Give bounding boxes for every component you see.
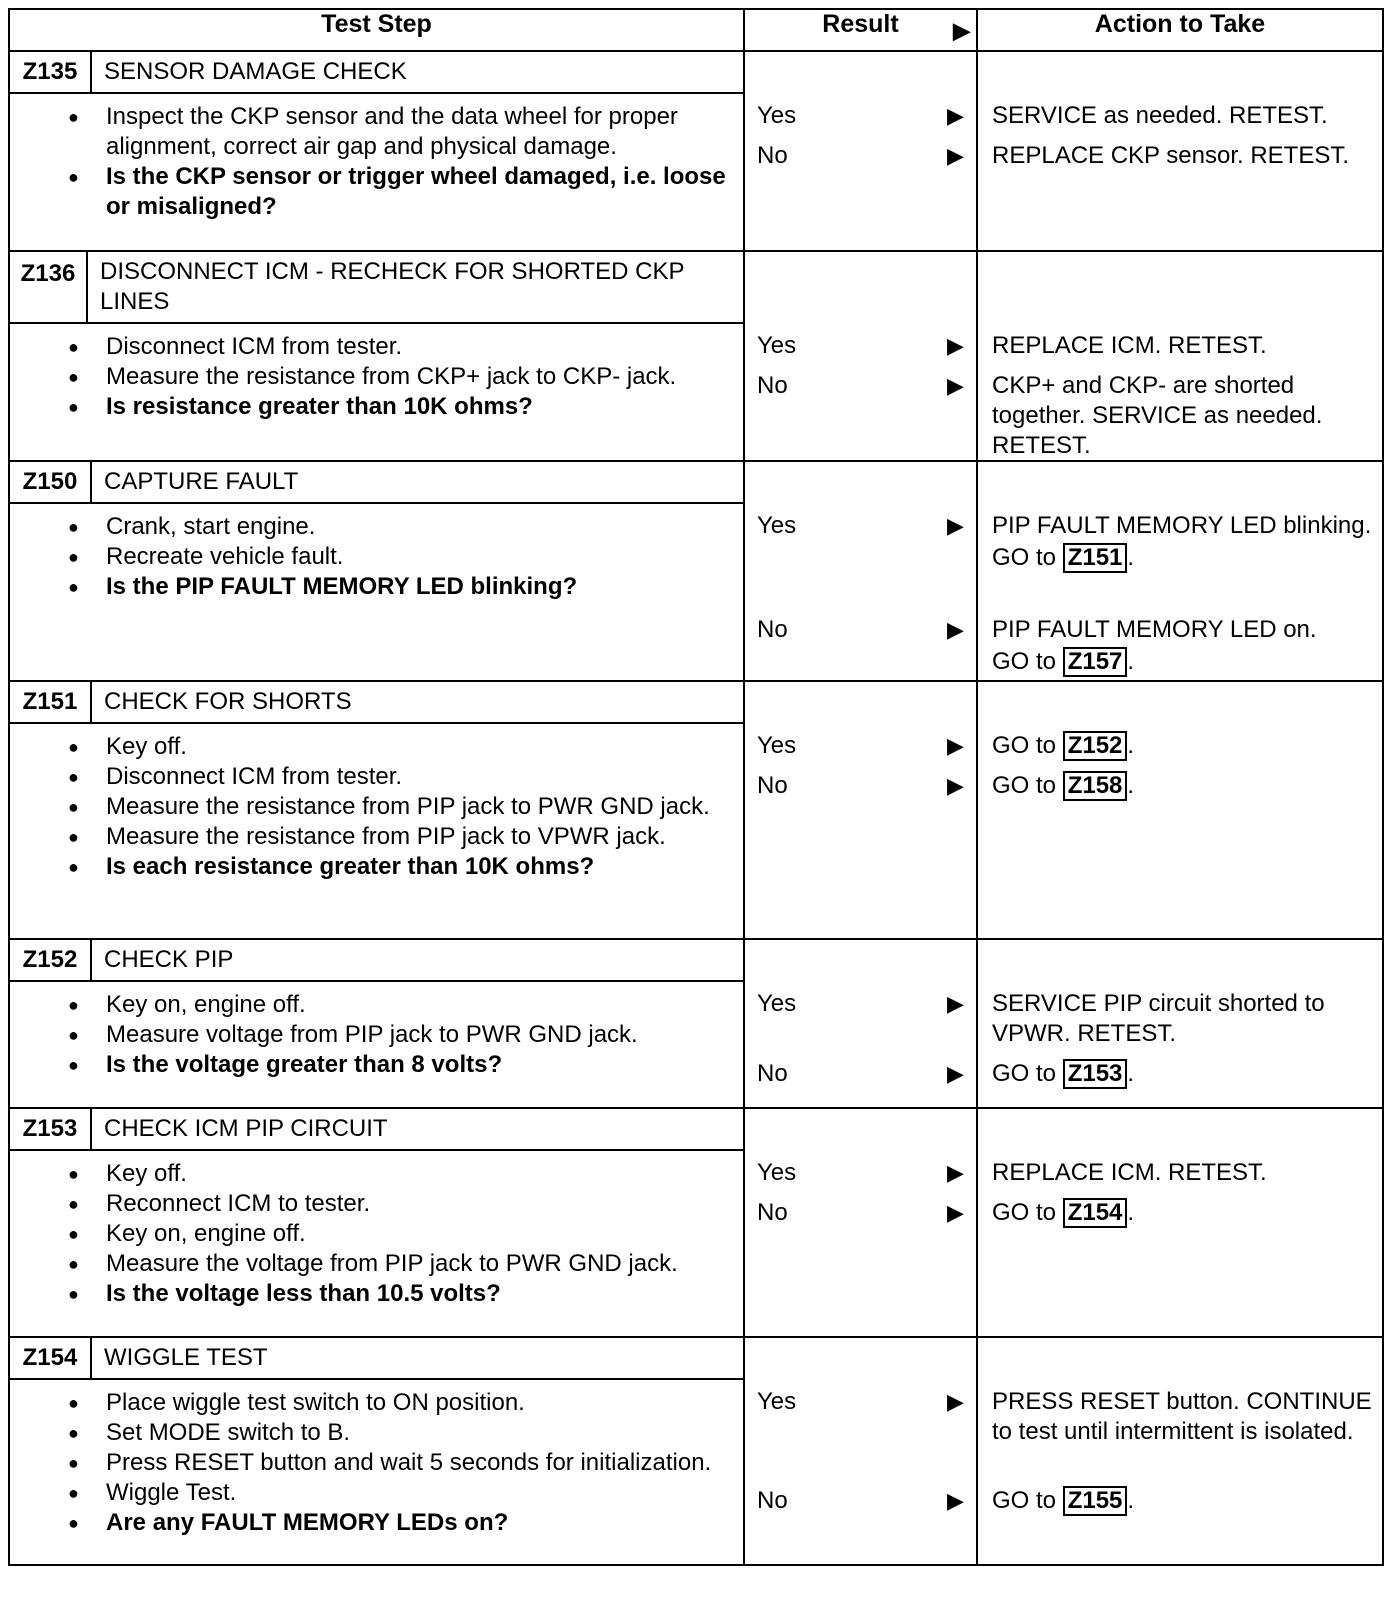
arrow-icon: ▶ [947, 1160, 964, 1185]
result-cell [744, 51, 977, 251]
no-action [992, 615, 1374, 677]
step-link-z153[interactable]: Z153 [1063, 1059, 1128, 1089]
arrow-icon: ▶ [947, 733, 964, 758]
test-step-cell [9, 1108, 744, 1337]
step-instructions [10, 1380, 743, 1542]
step-title: SENSOR DAMAGE CHECK [104, 58, 407, 85]
step-instructions [10, 504, 743, 606]
yes-result-label: Yes [757, 102, 797, 129]
action-cell [977, 251, 1383, 461]
test-step-cell [9, 681, 744, 939]
yes-result [757, 1387, 964, 1417]
instruction-item: ● Reconnect ICM to tester. [106, 1189, 731, 1219]
action-cell [977, 1337, 1383, 1565]
go-to-label: GO to [992, 772, 1057, 799]
step-link-z155[interactable]: Z155 [1063, 1486, 1128, 1516]
yes-result-label: Yes [757, 332, 797, 359]
no-action [992, 141, 1374, 171]
test-step-cell [9, 939, 744, 1108]
go-to-label: GO to [992, 732, 1057, 759]
yes-action-text: SERVICE as needed. RETEST. [992, 102, 1328, 129]
test-step-row [9, 1108, 1383, 1337]
step-code: Z153 [10, 1109, 92, 1149]
test-step-row [9, 939, 1383, 1108]
no-result-label: No [757, 1060, 788, 1087]
header-result-label: Result [822, 10, 899, 38]
diagnostic-procedure [8, 8, 1382, 1566]
step-title: CHECK PIP [104, 946, 234, 973]
instruction-item: ● Key on, engine off. [106, 1219, 731, 1249]
step-header [10, 52, 743, 94]
step-header [10, 1338, 743, 1380]
yes-result [757, 331, 964, 361]
header-test-step: Test Step [9, 9, 744, 51]
no-result [757, 615, 964, 645]
yes-result [757, 1158, 964, 1188]
no-action [992, 771, 1374, 801]
no-result-label: No [757, 1487, 788, 1514]
step-link-z154[interactable]: Z154 [1063, 1198, 1128, 1228]
go-to-label: GO to [992, 648, 1057, 675]
no-action-text: CKP+ and CKP- are shorted together. SERVICE as needed. RETEST. [992, 372, 1323, 459]
step-code: Z136 [10, 252, 88, 322]
step-code: Z150 [10, 462, 92, 502]
step-title: WIGGLE TEST [104, 1344, 268, 1371]
instruction-item: ● Key off. [106, 732, 731, 762]
arrow-icon: ▶ [947, 1061, 964, 1086]
header-action: Action to Take [977, 9, 1383, 51]
step-title: DISCONNECT ICM - RECHECK FOR SHORTED CKP LINES [99, 258, 685, 315]
go-to-label: GO to [992, 1487, 1057, 1514]
step-question: ● Is resistance greater than 10K ohms? [106, 392, 731, 422]
go-to-line: GO to Z153 . [992, 1060, 1135, 1087]
step-question: ● Is the CKP sensor or trigger wheel damaged, i.e. loose or misaligned? [106, 162, 731, 222]
table-header-row [9, 9, 1383, 51]
action-cell [977, 461, 1383, 681]
arrow-icon: ▶ [947, 1389, 964, 1414]
step-question: ● Is each resistance greater than 10K ohms? [106, 852, 731, 882]
yes-result [757, 101, 964, 131]
no-result [757, 371, 964, 401]
no-action [992, 1059, 1374, 1089]
yes-action [992, 101, 1374, 131]
yes-result [757, 511, 964, 541]
step-code: Z152 [10, 940, 92, 980]
instruction-item: ● Key on, engine off. [106, 990, 731, 1020]
step-title: CAPTURE FAULT [104, 468, 299, 495]
no-result-label: No [757, 1199, 788, 1226]
step-code: Z135 [10, 52, 92, 92]
step-instructions [10, 1151, 743, 1313]
arrow-icon: ▶ [947, 103, 964, 128]
step-instructions [10, 982, 743, 1084]
go-to-label: GO to [992, 1060, 1057, 1087]
arrow-icon: ▶ [947, 773, 964, 798]
yes-action [992, 1158, 1374, 1188]
instruction-item: ● Disconnect ICM from tester. [106, 332, 731, 362]
no-result [757, 1486, 964, 1516]
no-result-label: No [757, 616, 788, 643]
test-step-row [9, 681, 1383, 939]
instruction-item: ● Crank, start engine. [106, 512, 731, 542]
step-header [10, 462, 743, 504]
result-cell [744, 681, 977, 939]
no-action-text: REPLACE CKP sensor. RETEST. [992, 142, 1350, 169]
step-header [10, 940, 743, 982]
instruction-item: ● Measure the resistance from PIP jack to VPWR jack. [106, 822, 731, 852]
step-instructions [10, 324, 743, 426]
instruction-item: ● Inspect the CKP sensor and the data wheel for proper alignment, correct air gap and physical damage. [106, 102, 731, 162]
yes-action-text: REPLACE ICM. RETEST. [992, 332, 1267, 359]
go-to-line: GO to Z152 . [992, 732, 1135, 759]
no-result-label: No [757, 372, 788, 399]
instruction-item: ● Measure the voltage from PIP jack to PWR GND jack. [106, 1249, 731, 1279]
instruction-item: ● Recreate vehicle fault. [106, 542, 731, 572]
step-instructions [10, 724, 743, 886]
step-question: ● Is the voltage greater than 8 volts? [106, 1050, 731, 1080]
step-link-z158[interactable]: Z158 [1063, 771, 1128, 801]
yes-action-text: PRESS RESET button. CONTINUE to test until intermittent is isolated. [992, 1388, 1372, 1445]
result-cell [744, 1108, 977, 1337]
go-to-line: GO to Z151 . [992, 544, 1135, 571]
yes-action-text: PIP FAULT MEMORY LED blinking. [992, 512, 1372, 539]
yes-action [992, 331, 1374, 361]
yes-result-label: Yes [757, 1159, 797, 1186]
test-step-row [9, 251, 1383, 461]
step-title: CHECK ICM PIP CIRCUIT [104, 1115, 388, 1142]
arrow-icon: ▶ [947, 373, 964, 398]
step-code: Z151 [10, 682, 92, 722]
instruction-item: ● Place wiggle test switch to ON position. [106, 1388, 731, 1418]
no-result [757, 771, 964, 801]
pinpoint-test-table [8, 8, 1384, 1566]
yes-action [992, 511, 1374, 573]
test-step-row [9, 461, 1383, 681]
no-action [992, 1486, 1374, 1516]
result-cell [744, 461, 977, 681]
step-question: ● Is the PIP FAULT MEMORY LED blinking? [106, 572, 731, 602]
yes-action [992, 731, 1374, 761]
result-cell [744, 251, 977, 461]
step-title: CHECK FOR SHORTS [104, 688, 352, 715]
instruction-item: ● Wiggle Test. [106, 1478, 731, 1508]
arrow-icon: ▶ [947, 143, 964, 168]
test-step-row [9, 1337, 1383, 1565]
step-link-z151[interactable]: Z151 [1063, 543, 1128, 573]
result-cell [744, 1337, 977, 1565]
arrow-icon: ▶ [947, 617, 964, 642]
arrow-icon: ▶ [947, 513, 964, 538]
go-to-line: GO to Z154 . [992, 1199, 1135, 1226]
arrow-icon: ▶ [947, 991, 964, 1016]
step-header [10, 682, 743, 724]
go-to-line: GO to Z157 . [992, 648, 1135, 675]
yes-result-label: Yes [757, 990, 797, 1017]
arrow-icon: ▶ [947, 333, 964, 358]
instruction-item: ● Key off. [106, 1159, 731, 1189]
yes-result-label: Yes [757, 1388, 797, 1415]
no-result-label: No [757, 142, 788, 169]
step-instructions [10, 94, 743, 226]
result-cell [744, 939, 977, 1108]
test-step-cell [9, 461, 744, 681]
go-to-label: GO to [992, 544, 1057, 571]
step-header [10, 252, 743, 324]
arrow-icon: ▶ [953, 18, 970, 43]
step-question: ● Are any FAULT MEMORY LEDs on? [106, 1508, 731, 1538]
step-link-z152[interactable]: Z152 [1063, 731, 1128, 761]
no-result [757, 1198, 964, 1228]
test-step-cell [9, 51, 744, 251]
yes-action-text: REPLACE ICM. RETEST. [992, 1159, 1267, 1186]
instruction-item: ● Press RESET button and wait 5 seconds for initialization. [106, 1448, 731, 1478]
test-step-row [9, 51, 1383, 251]
instruction-item: ● Measure voltage from PIP jack to PWR GND jack. [106, 1020, 731, 1050]
go-to-line: GO to Z155 . [992, 1487, 1135, 1514]
action-cell [977, 1108, 1383, 1337]
yes-result-label: Yes [757, 732, 797, 759]
instruction-item: ● Measure the resistance from CKP+ jack to CKP- jack. [106, 362, 731, 392]
no-result-label: No [757, 772, 788, 799]
go-to-label: GO to [992, 1199, 1057, 1226]
yes-result [757, 731, 964, 761]
action-cell [977, 51, 1383, 251]
instruction-item: ● Disconnect ICM from tester. [106, 762, 731, 792]
no-result [757, 141, 964, 171]
no-result [757, 1059, 964, 1089]
go-to-line: GO to Z158 . [992, 772, 1135, 799]
no-action [992, 1198, 1374, 1228]
yes-result-label: Yes [757, 512, 797, 539]
yes-action-text: SERVICE PIP circuit shorted to VPWR. RETEST. [992, 990, 1325, 1047]
arrow-icon: ▶ [947, 1200, 964, 1225]
no-action [992, 371, 1374, 461]
yes-result [757, 989, 964, 1019]
yes-action [992, 989, 1374, 1049]
arrow-icon: ▶ [947, 1488, 964, 1513]
step-question: ● Is the voltage less than 10.5 volts? [106, 1279, 731, 1309]
test-step-cell [9, 251, 744, 461]
instruction-item: ● Set MODE switch to B. [106, 1418, 731, 1448]
test-step-cell [9, 1337, 744, 1565]
action-cell [977, 681, 1383, 939]
no-action-text: PIP FAULT MEMORY LED on. [992, 616, 1317, 643]
yes-action [992, 1387, 1374, 1447]
header-result [744, 9, 977, 51]
step-code: Z154 [10, 1338, 92, 1378]
instruction-item: ● Measure the resistance from PIP jack to PWR GND jack. [106, 792, 731, 822]
step-header [10, 1109, 743, 1151]
step-link-z157[interactable]: Z157 [1063, 647, 1128, 677]
action-cell [977, 939, 1383, 1108]
